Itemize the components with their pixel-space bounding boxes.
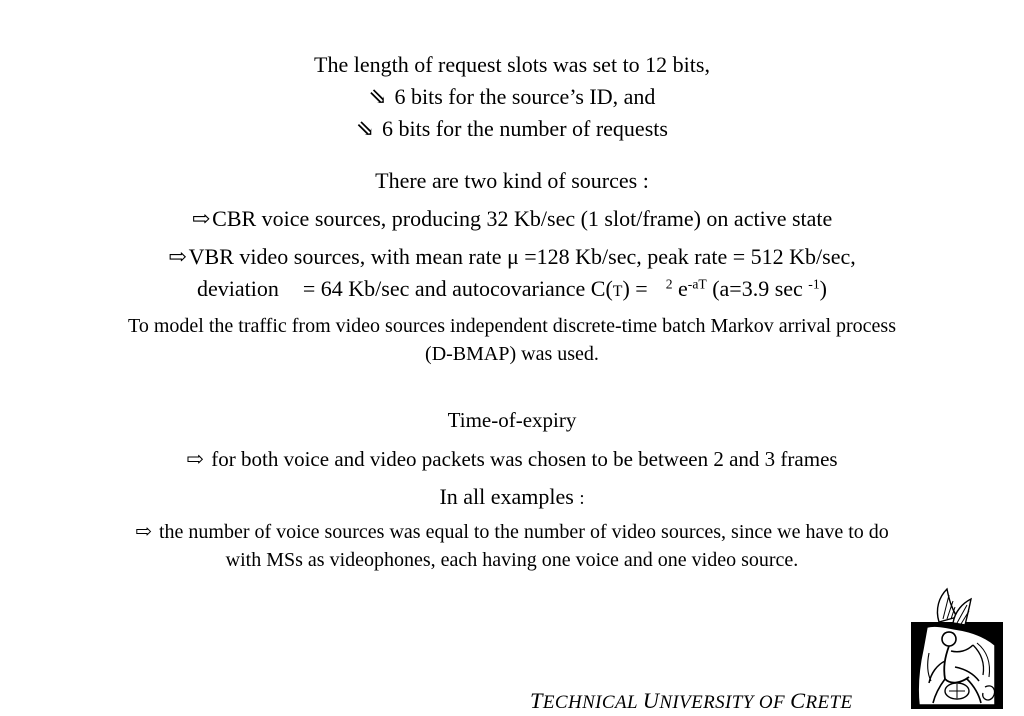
vbr-video-text: VBR video sources, with mean rate μ =128 Kb/sec, peak rate = 512 Kb/sec, bbox=[188, 244, 856, 269]
time-of-expiry-heading bbox=[0, 410, 1024, 431]
cbr-voice-text: CBR voice sources, producing 32 Kb/sec (1 slot/frame) on active state bbox=[212, 206, 833, 231]
deviation-value: = 64 Kb/sec and autocovariance C( bbox=[302, 276, 613, 301]
footer-word: ECHNICAL bbox=[542, 692, 643, 713]
slot-length-text bbox=[0, 54, 1024, 76]
expiry-item bbox=[0, 449, 1024, 470]
slot-length-line: The length of request slots was set to 12 bits, bbox=[314, 52, 710, 77]
cbr-voice-item bbox=[0, 208, 1024, 230]
arrow-down-right-icon: ⇘ bbox=[356, 116, 375, 141]
vbr-autocovariance-line bbox=[0, 278, 1024, 300]
closing-paren: ) bbox=[819, 276, 827, 301]
request-bits-line: 6 bits for the number of requests bbox=[376, 116, 668, 141]
vbr-video-item bbox=[0, 246, 1024, 268]
sources-heading bbox=[0, 170, 1024, 192]
source-id-bits-text bbox=[0, 86, 1024, 108]
exponential-base: e bbox=[672, 276, 688, 301]
traffic-model-line-2 bbox=[0, 344, 1024, 364]
examples-heading bbox=[0, 486, 1024, 509]
traffic-model-text-1: To model the traffic from video sources independent discrete-time batch Markov arrival process bbox=[128, 315, 896, 337]
deviation-label: deviation bbox=[197, 276, 279, 301]
footer-letter: U bbox=[642, 688, 660, 713]
examples-item-line-1 bbox=[0, 522, 1024, 542]
traffic-model-text-2: (D-BMAP) was used. bbox=[425, 343, 599, 365]
traffic-model-line-1 bbox=[0, 316, 1024, 336]
arrow-right-icon: ⇨ bbox=[168, 244, 187, 269]
emblem-graphic bbox=[909, 587, 1005, 711]
arrow-down-right-icon: ⇘ bbox=[368, 84, 388, 109]
examples-heading-text: In all examples bbox=[439, 484, 580, 509]
decay-constant: (a=3.9 sec bbox=[706, 276, 809, 301]
footer-letter: T bbox=[530, 688, 543, 713]
university-emblem-icon bbox=[909, 587, 1005, 711]
equals-sign: ) = bbox=[622, 276, 648, 301]
squared-exponent: 2 bbox=[665, 276, 673, 292]
inverse-exponent: -1 bbox=[808, 276, 820, 292]
footer-word: NIVERSITY OF bbox=[659, 692, 791, 713]
footer-word: RETE bbox=[805, 692, 853, 713]
tau-symbol: T bbox=[612, 283, 623, 300]
sources-heading-text: There are two kind of sources : bbox=[375, 168, 649, 193]
expiry-text: for both voice and video packets was chosen to be between 2 and 3 frames bbox=[206, 447, 838, 471]
examples-colon: : bbox=[579, 488, 585, 509]
exponential-exponent: -aT bbox=[687, 276, 707, 292]
arrow-right-icon: ⇨ bbox=[135, 521, 152, 543]
examples-item-line-2 bbox=[0, 550, 1024, 570]
examples-text-1: the number of voice sources was equal to the number of video sources, since we have to do bbox=[153, 521, 889, 543]
arrow-right-icon: ⇨ bbox=[191, 206, 211, 231]
time-of-expiry-text: Time-of-expiry bbox=[447, 408, 577, 432]
request-bits-text bbox=[0, 118, 1024, 140]
footer-letter: C bbox=[790, 688, 806, 713]
arrow-right-icon: ⇨ bbox=[186, 447, 205, 471]
examples-text-2: with MSs as videophones, each having one voice and one video source. bbox=[225, 549, 799, 571]
university-name-footer bbox=[530, 688, 853, 714]
source-id-bits-line: 6 bits for the source’s ID, and bbox=[389, 84, 656, 109]
